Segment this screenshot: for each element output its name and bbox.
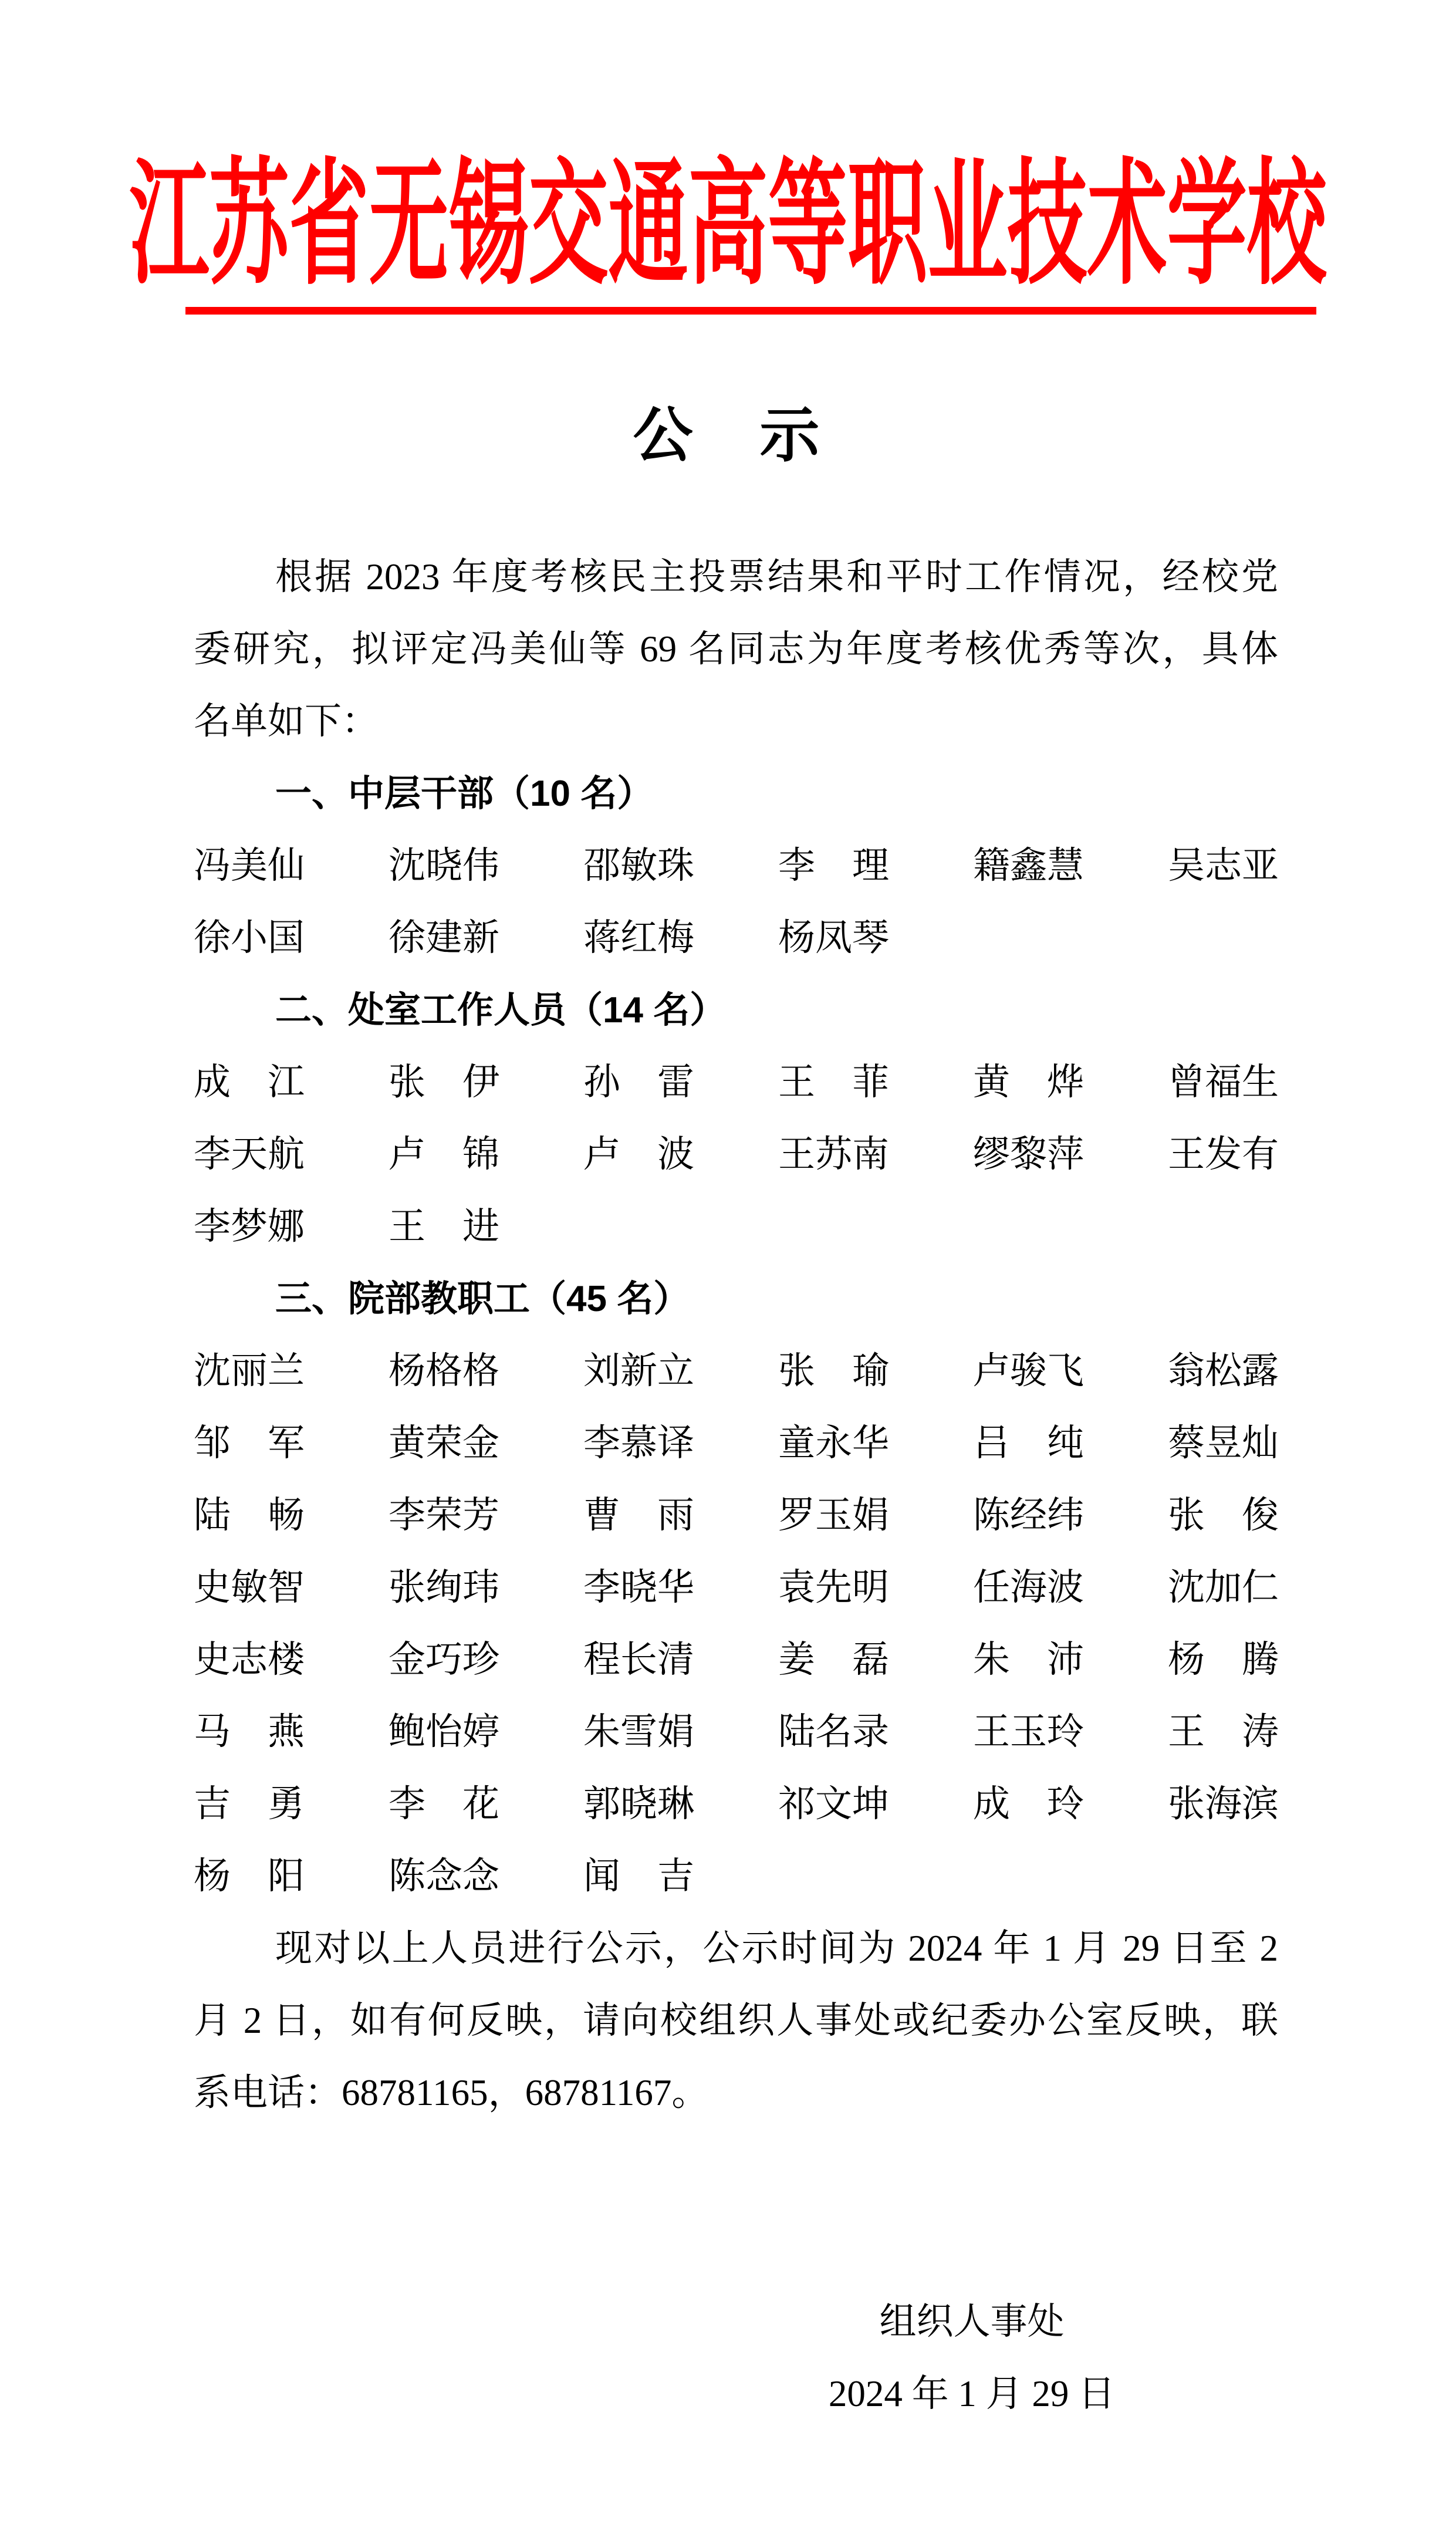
person-name: 黄 烨 xyxy=(973,1062,1084,1103)
section-heading: 二、处室工作人员（14 名） xyxy=(275,990,727,1031)
person-name: 程长清 xyxy=(583,1639,694,1680)
signature-block xyxy=(194,2286,1278,2430)
person-name: 陆 畅 xyxy=(194,1495,305,1536)
person-name: 任海波 xyxy=(973,1567,1084,1608)
person-name: 冯美仙 xyxy=(194,845,305,886)
person-name: 王 涛 xyxy=(1168,1711,1279,1752)
person-name: 蔡昱灿 xyxy=(1168,1423,1279,1464)
person-name: 杨凤琴 xyxy=(778,917,889,958)
person-name: 沈丽兰 xyxy=(194,1350,305,1391)
person-name: 杨 阳 xyxy=(194,1856,305,1897)
person-name: 李 花 xyxy=(389,1783,499,1825)
person-name: 张 瑜 xyxy=(778,1350,889,1391)
name-row xyxy=(194,1768,1278,1840)
issue-date: 2024 年 1 月 29 日 xyxy=(828,2373,1116,2414)
person-name: 王玉玲 xyxy=(973,1711,1084,1752)
name-row xyxy=(194,1840,1278,1913)
person-name: 陈经纬 xyxy=(973,1495,1084,1536)
person-name: 卢 锦 xyxy=(389,1134,499,1175)
person-name: 杨 腾 xyxy=(1168,1639,1279,1680)
person-name: 朱 沛 xyxy=(973,1639,1084,1680)
name-row xyxy=(194,1119,1278,1191)
person-name: 童永华 xyxy=(778,1423,889,1464)
person-name: 李慕译 xyxy=(583,1423,694,1464)
person-name: 李天航 xyxy=(194,1134,305,1175)
person-name: 卢骏飞 xyxy=(973,1350,1084,1391)
person-name: 徐建新 xyxy=(389,917,499,958)
person-name: 罗玉娟 xyxy=(778,1495,889,1536)
name-row xyxy=(194,1191,1278,1263)
person-name: 李梦娜 xyxy=(194,1206,305,1247)
name-row xyxy=(194,1479,1278,1552)
person-name: 成 玲 xyxy=(973,1783,1084,1825)
section-heading: 一、中层干部（10 名） xyxy=(275,773,654,814)
person-name: 史志楼 xyxy=(194,1639,305,1680)
person-name: 缪黎萍 xyxy=(973,1134,1084,1175)
person-name: 姜 磊 xyxy=(778,1639,889,1680)
name-row xyxy=(194,1407,1278,1479)
name-row xyxy=(194,1335,1278,1407)
person-name: 李晓华 xyxy=(583,1567,694,1608)
person-name: 王 进 xyxy=(389,1206,499,1247)
name-row xyxy=(194,830,1278,902)
name-row xyxy=(194,1696,1278,1768)
person-name: 沈晓伟 xyxy=(389,845,499,886)
person-name: 曹 雨 xyxy=(583,1495,694,1536)
person-name: 吕 纯 xyxy=(973,1423,1084,1464)
name-row xyxy=(194,902,1278,974)
person-name: 金巧珍 xyxy=(389,1639,499,1680)
person-name: 李荣芳 xyxy=(389,1495,499,1536)
person-name: 朱雪娟 xyxy=(583,1711,694,1752)
red-divider-line xyxy=(185,307,1316,315)
section-heading: 三、院部教职工（45 名） xyxy=(275,1279,690,1319)
doc-title: 公 示 xyxy=(633,403,823,469)
closing-line: 现对以上人员进行公示，公示时间为 2024 年 1 月 29 日至 2 xyxy=(275,1928,1278,1969)
person-name: 沈加仁 xyxy=(1168,1567,1279,1608)
person-name: 王发有 xyxy=(1168,1134,1279,1175)
name-row xyxy=(194,1552,1278,1624)
person-name: 张 俊 xyxy=(1168,1495,1279,1536)
person-name: 曾福生 xyxy=(1168,1062,1279,1103)
intro-line: 委研究，拟评定冯美仙等 69 名同志为年度考核优秀等次，具体 xyxy=(194,629,1278,670)
person-name: 刘新立 xyxy=(583,1350,694,1391)
person-name: 蒋红梅 xyxy=(583,917,694,958)
person-name: 张绚玮 xyxy=(389,1567,499,1608)
person-name: 卢 波 xyxy=(583,1134,694,1175)
person-name: 黄荣金 xyxy=(389,1423,499,1464)
letterhead xyxy=(0,151,1456,301)
person-name: 吉 勇 xyxy=(194,1783,305,1825)
person-name: 陆名录 xyxy=(778,1711,889,1752)
person-name: 祁文坤 xyxy=(778,1783,889,1825)
intro-line: 根据 2023 年度考核民主投票结果和平时工作情况，经校党 xyxy=(275,556,1278,597)
person-name: 史敏智 xyxy=(194,1567,305,1608)
person-name: 马 燕 xyxy=(194,1711,305,1752)
person-name: 袁先明 xyxy=(778,1567,889,1608)
person-name: 杨格格 xyxy=(389,1350,499,1391)
person-name: 闻 吉 xyxy=(583,1856,694,1897)
name-row xyxy=(194,1624,1278,1696)
person-name: 邵敏珠 xyxy=(583,845,694,886)
name-row xyxy=(194,1046,1278,1119)
person-name: 王 菲 xyxy=(778,1062,889,1103)
doc-body xyxy=(194,541,1278,2129)
person-name: 吴志亚 xyxy=(1168,845,1279,886)
closing-line: 月 2 日，如有何反映，请向校组织人事处或纪委办公室反映，联 xyxy=(194,2000,1278,2041)
person-name: 籍鑫慧 xyxy=(973,845,1084,886)
person-name: 王苏南 xyxy=(778,1134,889,1175)
person-name: 邹 军 xyxy=(194,1423,305,1464)
person-name: 陈念念 xyxy=(389,1856,499,1897)
intro-line: 名单如下： xyxy=(194,701,379,742)
person-name: 张 伊 xyxy=(389,1062,499,1103)
person-name: 徐小国 xyxy=(194,917,305,958)
person-name: 张海滨 xyxy=(1168,1783,1279,1825)
person-name: 鲍怡婷 xyxy=(389,1711,499,1752)
person-name: 李 理 xyxy=(778,845,889,886)
person-name: 郭晓琳 xyxy=(583,1783,694,1825)
closing-line: 系电话：68781165，68781167。 xyxy=(194,2072,709,2113)
issuing-department: 组织人事处 xyxy=(879,2301,1065,2342)
school-name: 江苏省无锡交通高等职业技术学校 xyxy=(129,151,1327,301)
person-name: 孙 雷 xyxy=(583,1062,694,1103)
person-name: 成 江 xyxy=(194,1062,305,1103)
person-name: 翁松露 xyxy=(1168,1350,1279,1391)
